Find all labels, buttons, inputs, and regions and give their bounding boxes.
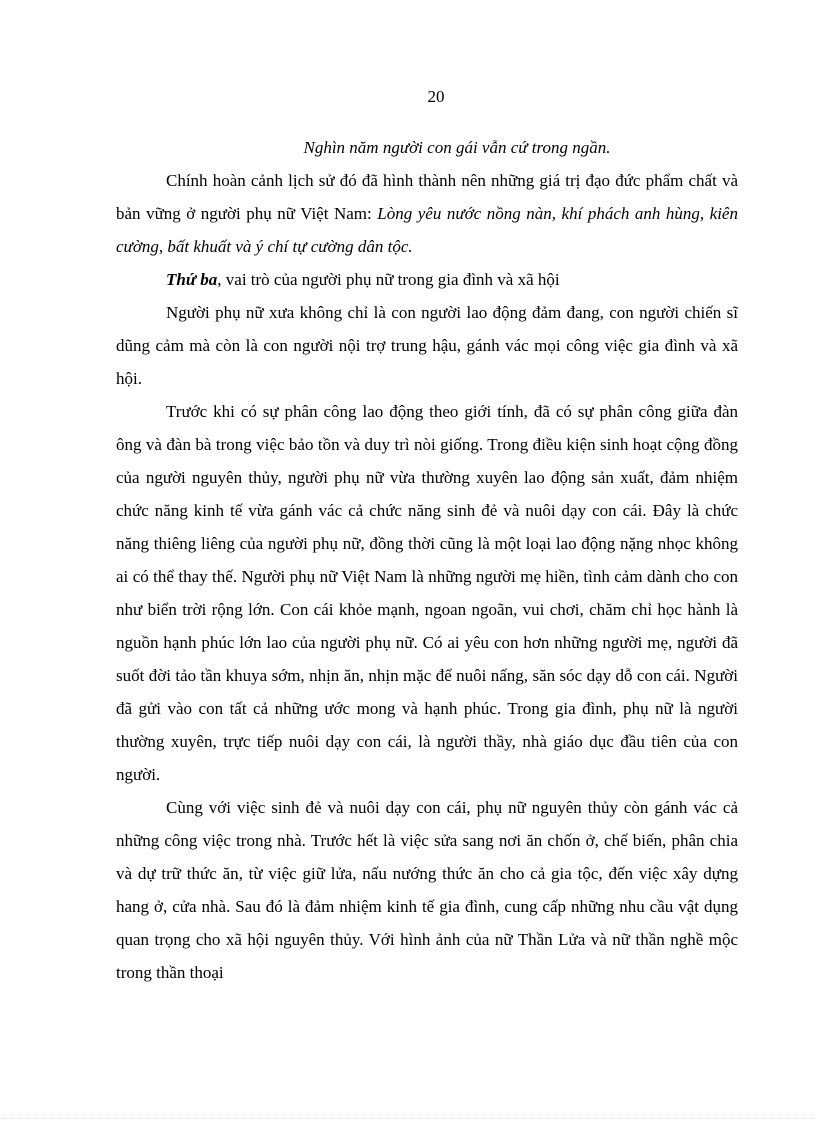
paragraph-1-text: Chính hoàn cảnh lịch sử đó đã hình thành nên những giá trị đạo đức phẩm chất và bản vững ở người phụ nữ Việt Nam:	[116, 171, 738, 223]
document-body	[116, 131, 738, 989]
paragraph-1-italic: Lòng yêu nước nồng nàn, khí phách anh hùng, kiên cường, bất khuất và ý chí tự cường dân tộc.	[116, 204, 738, 256]
paragraph-3: Người phụ nữ xưa không chỉ là con người lao động đảm đang, con người chiến sĩ dũng cảm mà còn là con người nội trợ trung hậu, gánh vác mọi công việc gia đình và xã hội.	[116, 303, 738, 388]
page-number: 20	[427, 87, 445, 106]
paragraph-2	[116, 263, 738, 296]
paragraph-2-text: , vai trò của người phụ nữ trong gia đình và xã hội	[217, 270, 560, 289]
paragraph-5: Cùng với việc sinh đẻ và nuôi dạy con cái, phụ nữ nguyên thủy còn gánh vác cả những công việc trong nhà. Trước hết là việc sửa sang nơi ăn chốn ở, chế biến, phân chia và dự trữ thức ăn, từ việc giữ lửa, nấu nướng thức ăn cho cả gia tộc, đến việc xây dựng hang ở, cửa nhà. Sau đó là đảm nhiệm kinh tế gia đình, cung cấp những nhu cầu vật dụng quan trọng cho xã hội nguyên thủy. Với hình ảnh của nữ Thần Lửa và nữ thần nghề mộc trong thần thoại	[116, 798, 738, 982]
page-bottom-divider	[0, 1118, 816, 1119]
paragraph-1	[116, 164, 738, 263]
paragraph-4: Trước khi có sự phân công lao động theo giới tính, đã có sự phân công giữa đàn ông và đàn bà trong việc bảo tồn và duy trì nòi giống. Trong điều kiện sinh hoạt cộng đồng của người nguyên thủy, người phụ nữ vừa thường xuyên lao động sản xuất, đảm nhiệm chức năng kinh tế vừa gánh vác cả chức năng sinh đẻ và nuôi dạy con cái. Đây là chức năng thiêng liêng của người phụ nữ, đồng thời cũng là một loại lao động nặng nhọc không ai có thể thay thế. Người phụ nữ Việt Nam là những người mẹ hiền, tình cảm dành cho con như biển trời rộng lớn. Con cái khỏe mạnh, ngoan ngoãn, vui chơi, chăm chỉ học hành là nguồn hạnh phúc lớn lao của người phụ nữ. Có ai yêu con hơn những người mẹ, người đã suốt đời tảo tần khuya sớm, nhịn ăn, nhịn mặc để nuôi nấng, săn sóc dạy dỗ con cái. Người đã gửi vào con tất cả những ước mong và hạnh phúc. Trong gia đình, phụ nữ là người thường xuyên, trực tiếp nuôi dạy con cái, là người thầy, nhà giáo dục đầu tiên của con người.	[116, 402, 738, 784]
italic-heading: Nghìn năm người con gái vẫn cứ trong ngần.	[303, 138, 611, 157]
section-label: Thứ ba	[166, 270, 218, 289]
